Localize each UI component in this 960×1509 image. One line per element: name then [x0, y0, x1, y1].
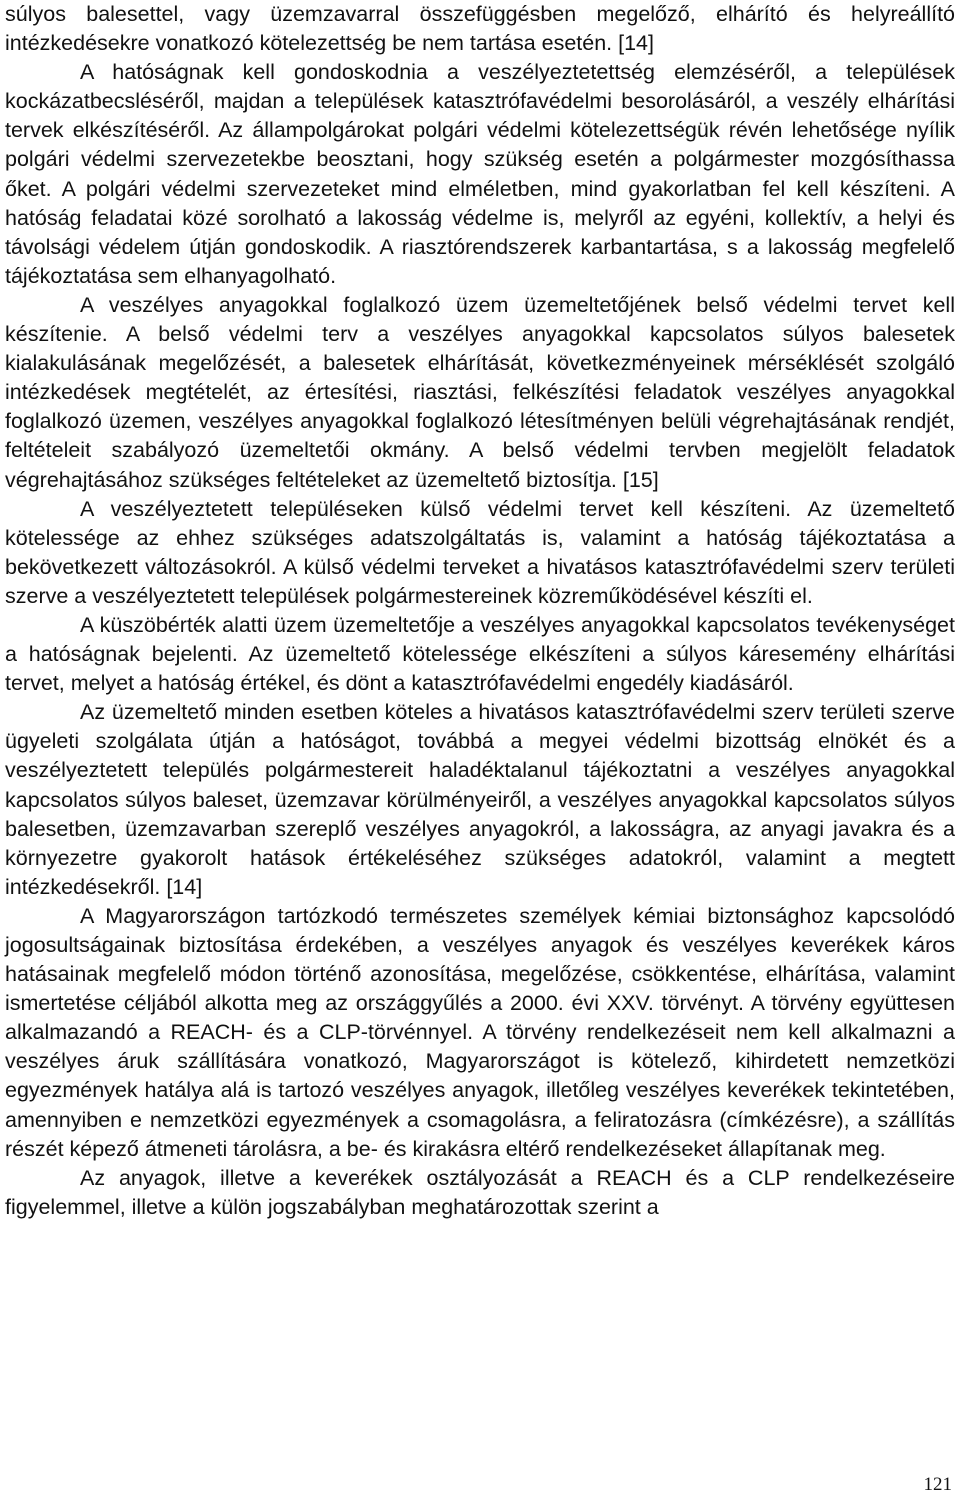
paragraph-6: Az üzemeltető minden esetben köteles a hivatásos katasztrófavédelmi szerv területi szerve ügyeleti szolgálata útján a hatóságot, továbbá a megyei védelmi bizottság elnökét és a veszélyeztetett település polgármestereit haladéktalanul tájékoztatni a veszélyes anyagokkal kapcsolatos súlyos baleset, üzemzavar körülményeiről, a veszélyes anyagokkal kapcsolatos súlyos balesetben, üzemzavarban szereplő veszélyes anyagokról, a lakosságra, az anyagi javakra és a környezetre gyakorolt hatások értékeléséhez szükséges adatokról, valamint a megtett intézkedésekről. [14] [5, 700, 955, 899]
paragraph-7: A Magyarországon tartózkodó természetes személyek kémiai biztonsághoz kapcsolódó jogosultságainak biztosítása érdekében, a veszélyes anyagok és veszélyes keverékek káros hatásainak megfelelő módon történő azonosítása, megelőzése, csökkentése, elhárítása, valamint ismertetése céljából alkotta meg az országgyűlés a 2000. évi XXV. törvényt. A törvény együttesen alkalmazandó a REACH- és a CLP-törvénnyel. A törvény rendelkezéseit nem kell alkalmazni a veszélyes áruk szállítására vonatkozó, Magyarországot is kötelező, kihirdetett nemzetközi egyezmények hatálya alá is tartozó veszélyes anyagok, illetőleg veszélyes keverékek tekintetében, amennyiben e nemzetközi egyezmények a csomagolásra, a feliratozásra (címkézésre), a szállítás részét képező átmeneti tárolásra, a be- és kirakásra eltérő rendelkezéseket állapítanak meg. [5, 903, 955, 1161]
paragraph-3: A veszélyes anyagokkal foglalkozó üzem üzemeltetőjének belső védelmi tervet kell készítenie. A belső védelmi terv a veszélyes anyagokkal kapcsolatos súlyos balesetek kialakulásának megelőzését, a balesetek elhárítását, következményeinek mérséklését szolgáló intézkedések megtételét, az értesítési, riasztási, felkészítési feladatok veszélyes anyagokkal foglalkozó üzemen, veszélyes anyagokkal foglalkozó létesítményen belüli végrehajtásának rendjét, feltételeit szabályozó üzemeltetői okmány. A belső védelmi tervben megjelölt feladatok végrehajtásához szükséges feltételeket az üzemeltető biztosítja. [15] [5, 292, 955, 492]
paragraph-5: A küszöbérték alatti üzem üzemeltetője a veszélyes anyagokkal kapcsolatos tevékenységet a hatóságnak bejelenti. Az üzemeltető kötelessége elkészíteni a súlyos káresemény elhárítási tervet, melyet a hatóság értékel, és dönt a katasztrófavédelmi engedély kiadásáról. [5, 612, 955, 696]
paragraph-2: A hatóságnak kell gondoskodnia a veszélyeztetettség elemzéséről, a települések kockázatbecsléséről, majdan a települések katasztrófavédelmi besorolásáról, a veszély elhárítási tervek elkészítéséről. Az állampolgárokat polgári védelmi kötelezettségük révén lehetősége nyílik polgári védelmi szervezetekbe beosztani, hogy szükség esetén a polgármester mozgósíthassa őket. A polgári védelmi szervezeteket mind elméletben, mind gyakorlatban fel kell készíteni. A hatóság feladatai közé sorolható a lakosság védelme is, melyről az egyéni, kollektív, a helyi és távolsági védelem útján gondoskodik. A riasztórendszerek karbantartása, s a lakosság megfelelő tájékoztatása sem elhanyagolható. [5, 60, 955, 288]
page-number: 121 [923, 1474, 952, 1495]
paragraph-1: súlyos balesettel, vagy üzemzavarral összefüggésben megelőző, elhárító és helyreállító intézkedésekre vonatkozó kötelezettség be nem tartása esetén. [14] [5, 2, 955, 56]
document-page [5, 0, 955, 1222]
paragraph-4: A veszélyeztetett településeken külső védelmi tervet kell készíteni. Az üzemeltető kötelessége az ehhez szükséges adatszolgáltatás is, valamint a hatóság tájékoztatása a bekövetkezett változásokról. A külső védelmi terveket a hivatásos katasztrófavédelmi szerv területi szerve a veszélyeztetett települések polgármestereinek közreműködésével készíti el. [5, 496, 955, 608]
paragraph-8: Az anyagok, illetve a keverékek osztályozását a REACH és a CLP rendelkezéseire figyelemmel, illetve a külön jogszabályban meghatározottak szerint a [5, 1165, 955, 1219]
